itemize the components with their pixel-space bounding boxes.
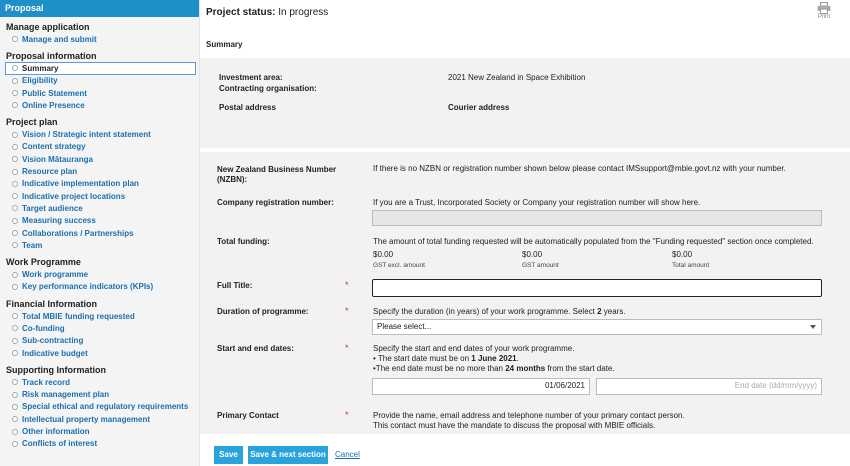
radio-circle-icon (12, 242, 18, 248)
sidebar-item-label: Eligibility (22, 76, 58, 86)
dates-rule-start-pre: • The start date must be on (373, 354, 472, 363)
courier-address-label: Courier address (448, 103, 510, 112)
required-marker: * (345, 343, 349, 353)
investment-area-value: 2021 New Zealand in Space Exhibition (448, 73, 586, 82)
summary-details-panel (200, 58, 850, 148)
company-registration-label: Company registration number: (217, 198, 334, 207)
radio-circle-icon (12, 193, 18, 199)
radio-circle-icon (12, 325, 18, 331)
dates-rule-start (373, 354, 519, 364)
required-marker: * (345, 410, 349, 420)
sidebar-item-label: Summary (22, 63, 59, 73)
start-date-input[interactable]: 01/06/2021 (372, 378, 590, 395)
dates-rule-end-pre: •The end date must be no more than (373, 364, 506, 373)
sidebar-item-label: Online Presence (22, 100, 85, 110)
investment-area-label: Investment area: (219, 73, 283, 82)
sidebar-item[interactable] (0, 335, 199, 347)
nzbn-help-text: If there is no NZBN or registration number shown below please contact IMSsupport@mbie.govt.nz with your number. (373, 164, 786, 173)
sidebar-groups (0, 22, 199, 450)
total-funding-help-text: The amount of total funding requested will be automatically populated from the "Funding requested" section once completed. (373, 237, 814, 246)
sidebar-item[interactable] (0, 425, 199, 437)
sidebar-item-label: Special ethical and regulatory requirements (22, 402, 189, 412)
radio-circle-icon (12, 65, 18, 71)
postal-address-label: Postal address (219, 103, 276, 112)
duration-select[interactable] (372, 319, 822, 335)
sidebar-item-label: Content strategy (22, 142, 86, 152)
sidebar-group-title: Manage application (6, 22, 90, 32)
cancel-link[interactable]: Cancel (335, 450, 360, 459)
radio-circle-icon (12, 181, 18, 187)
sidebar-item-label: Work programme (22, 270, 89, 280)
print-button[interactable] (812, 2, 836, 20)
sidebar-item[interactable] (0, 401, 199, 413)
sidebar-item-label: Team (22, 240, 43, 250)
sidebar-group-title: Financial Information (6, 299, 98, 310)
radio-circle-icon (12, 272, 18, 278)
sidebar-item[interactable] (0, 33, 199, 45)
sidebar-item-label: Indicative project locations (22, 191, 126, 201)
radio-circle-icon (12, 230, 18, 236)
radio-circle-icon (12, 156, 18, 162)
sidebar-item-label: Vision / Strategic intent statement (22, 130, 151, 140)
required-marker: * (345, 306, 349, 316)
sidebar-group-title: Supporting Information (6, 365, 106, 376)
duration-help-text (373, 307, 626, 317)
sidebar-item-label: Indicative implementation plan (22, 179, 139, 189)
radio-circle-icon (12, 379, 18, 385)
dates-help-text: Specify the start and end dates of your work programme. (373, 344, 575, 353)
radio-circle-icon (12, 205, 18, 211)
radio-circle-icon (12, 169, 18, 175)
sidebar-item-label: Target audience (22, 203, 83, 213)
chevron-down-icon (810, 325, 816, 329)
sidebar-item[interactable] (0, 99, 199, 111)
primary-contact-help-line1: Provide the name, email address and telephone number of your primary contact person. (373, 411, 685, 420)
radio-circle-icon (12, 218, 18, 224)
sidebar-item[interactable] (0, 165, 199, 177)
radio-circle-icon (12, 392, 18, 398)
full-title-input[interactable] (372, 279, 822, 297)
radio-circle-icon (12, 338, 18, 344)
gst-amount: $0.00 (522, 250, 543, 259)
dates-rule-end-bold: 24 months (505, 364, 546, 373)
radio-circle-icon (12, 429, 18, 435)
sidebar-group-title: Work Programme (6, 257, 81, 268)
print-label: Print (817, 14, 831, 20)
full-title-label: Full Title: (217, 281, 253, 290)
sidebar-item-label: Measuring success (22, 216, 96, 226)
sidebar-item[interactable] (0, 202, 199, 214)
sidebar-item-label: Track record (22, 377, 71, 387)
total-funding-label: Total funding: (217, 237, 270, 246)
sidebar-item-label: Resource plan (22, 167, 78, 177)
sidebar-item-label: Other information (22, 427, 90, 437)
radio-circle-icon (12, 78, 18, 84)
sidebar-item[interactable] (0, 128, 199, 140)
radio-circle-icon (12, 441, 18, 447)
nzbn-label-line1: New Zealand Business Number (217, 165, 337, 174)
save-next-button[interactable]: Save & next section (248, 446, 328, 464)
sidebar-item[interactable] (0, 347, 199, 359)
section-title: Summary (206, 40, 243, 49)
sidebar-item[interactable] (0, 75, 199, 87)
printer-icon (817, 2, 831, 14)
sidebar-item-label: Sub-contracting (22, 336, 84, 346)
gst-excl-caption: GST excl. amount (373, 262, 425, 269)
nzbn-label (217, 165, 336, 185)
radio-circle-icon (12, 284, 18, 290)
sidebar-item[interactable] (0, 239, 199, 251)
sidebar-item[interactable] (5, 62, 196, 74)
primary-contact-label: Primary Contact (217, 411, 279, 420)
project-status-label: Project status: (206, 7, 276, 18)
sidebar-group-title: Proposal information (6, 51, 97, 62)
sidebar-item[interactable] (0, 310, 199, 322)
radio-circle-icon (12, 132, 18, 138)
duration-label: Duration of programme: (217, 307, 309, 316)
sidebar-header: Proposal (0, 0, 199, 17)
radio-circle-icon (12, 313, 18, 319)
sidebar-item-label: Indicative budget (22, 348, 88, 358)
company-registration-field (372, 210, 822, 226)
status-bar (200, 0, 850, 26)
proposal-form-panel (200, 152, 850, 434)
sidebar-item-label: Risk management plan (22, 390, 110, 400)
duration-help-post: years. (601, 307, 626, 316)
dates-rule-end-post: from the start date. (545, 364, 615, 373)
project-status-value: In progress (278, 7, 329, 18)
sidebar-item[interactable] (0, 87, 199, 99)
duration-select-value: Please select... (377, 322, 432, 331)
main-content (200, 0, 850, 466)
primary-contact-help-line2: This contact must have the mandate to discuss the proposal with MBIE officials. (373, 421, 656, 430)
sidebar-item-label: Key performance indicators (KPIs) (22, 282, 154, 292)
sidebar-item[interactable] (0, 322, 199, 334)
project-status (206, 7, 328, 18)
radio-circle-icon (12, 90, 18, 96)
radio-circle-icon (12, 416, 18, 422)
sidebar (0, 0, 200, 466)
company-registration-help-text: If you are a Trust, Incorporated Society or Company your registration number will show here. (373, 198, 701, 207)
radio-circle-icon (12, 36, 18, 42)
duration-help-bold: 2 (597, 307, 602, 316)
save-button[interactable]: Save (214, 446, 243, 464)
dates-rule-start-bold: 1 June 2021 (471, 354, 517, 363)
radio-circle-icon (12, 144, 18, 150)
sidebar-item[interactable] (0, 190, 199, 202)
sidebar-item-label: Intellectual property management (22, 414, 151, 424)
sidebar-item-label: Conflicts of interest (22, 439, 98, 449)
sidebar-item[interactable] (0, 227, 199, 239)
required-marker: * (345, 280, 349, 290)
dates-rule-end (373, 364, 615, 374)
radio-circle-icon (12, 102, 18, 108)
sidebar-item-label: Collaborations / Partnerships (22, 228, 134, 238)
nzbn-label-line2: (NZBN): (217, 175, 248, 184)
dates-label: Start and end dates: (217, 344, 294, 353)
gst-caption: GST amount (522, 262, 559, 269)
sidebar-item[interactable] (0, 268, 199, 280)
gst-excl-amount: $0.00 (373, 250, 394, 259)
sidebar-item[interactable] (0, 413, 199, 425)
sidebar-item[interactable] (0, 376, 199, 388)
dates-rule-start-post: . (516, 354, 519, 363)
sidebar-item[interactable] (0, 178, 199, 190)
sidebar-item[interactable] (0, 153, 199, 165)
radio-circle-icon (12, 404, 18, 410)
duration-help-pre: Specify the duration (in years) of your work programme. Select (373, 307, 598, 316)
contracting-organisation-label: Contracting organisation: (219, 84, 317, 93)
radio-circle-icon (12, 350, 18, 356)
sidebar-item-label: Vision Mātauranga (22, 154, 93, 164)
sidebar-item[interactable] (0, 141, 199, 153)
sidebar-item-label: Total MBIE funding requested (22, 311, 135, 321)
sidebar-item-label: Public Statement (22, 88, 87, 98)
sidebar-group-title: Project plan (6, 117, 58, 128)
sidebar-item[interactable] (0, 438, 199, 450)
total-amount: $0.00 (672, 250, 693, 259)
total-amount-caption: Total amount (672, 262, 710, 269)
sidebar-item-label: Manage and submit (22, 34, 97, 44)
sidebar-item[interactable] (0, 389, 199, 401)
sidebar-item-label: Co-funding (22, 323, 65, 333)
sidebar-item[interactable] (0, 215, 199, 227)
sidebar-item[interactable] (0, 281, 199, 293)
end-date-input[interactable]: End date (dd/mm/yyyy) (596, 378, 822, 395)
